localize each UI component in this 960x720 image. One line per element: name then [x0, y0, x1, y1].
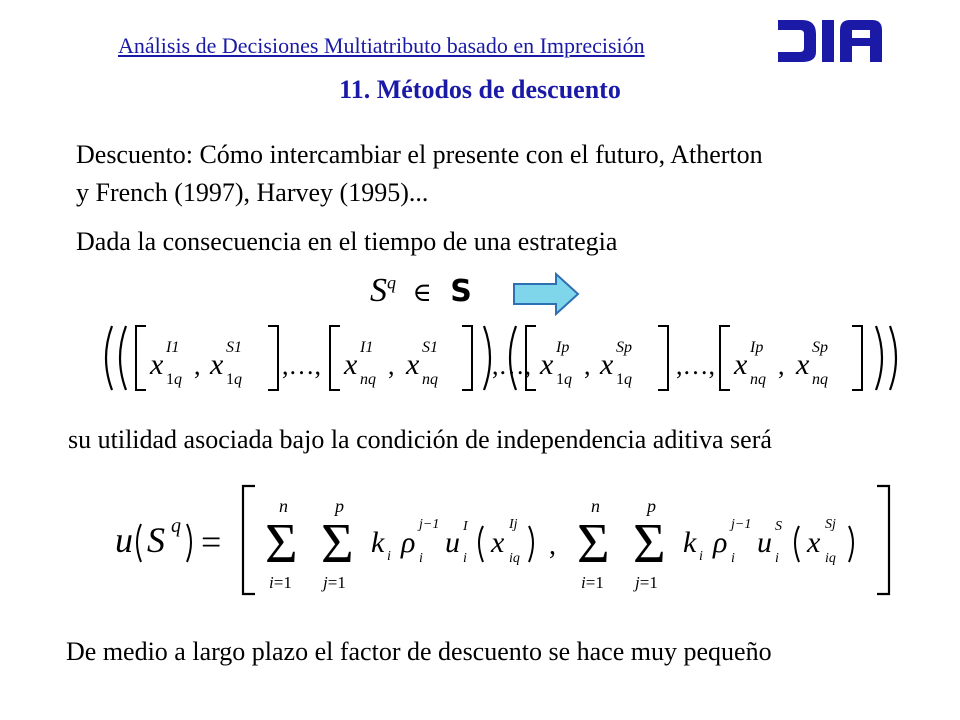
- svg-text:x: x: [210, 348, 224, 381]
- description-line-1: Descuento: Cómo intercambiar el presente con el futuro, Atherton: [76, 140, 763, 169]
- element-of-symbol: ∈: [412, 278, 432, 307]
- svg-text:x: x: [734, 348, 748, 381]
- svg-text:Sj: Sj: [825, 517, 836, 532]
- svg-text:j−1: j−1: [731, 517, 752, 532]
- svg-text:k: k: [683, 526, 697, 559]
- svg-text:,…,: ,…,: [676, 351, 715, 380]
- arrow-right-icon: [512, 272, 580, 316]
- svg-text:Ip: Ip: [750, 339, 764, 356]
- strategy-symbol: S: [370, 272, 387, 309]
- svg-text:1q: 1q: [226, 371, 242, 388]
- svg-text:I1: I1: [166, 339, 180, 356]
- utility-intro-text: su utilidad asociada bajo la condición de independencia aditiva será: [68, 425, 772, 454]
- svg-text:n: n: [279, 496, 288, 516]
- svg-text:x: x: [807, 526, 821, 559]
- svg-text:S1: S1: [422, 339, 438, 356]
- strategy-set-symbol: S: [450, 274, 472, 309]
- svg-text:Σ: Σ: [265, 513, 298, 575]
- svg-text:Σ: Σ: [633, 513, 666, 575]
- strategy-intro-text: Dada la consecuencia en el tiempo de una estrategia: [76, 227, 618, 256]
- consequence-tuple-formula: [100, 318, 900, 398]
- svg-text:,: ,: [584, 351, 591, 380]
- svg-text:i: i: [463, 551, 467, 566]
- svg-text:,…,: ,…,: [282, 351, 321, 380]
- svg-text:1q: 1q: [556, 371, 572, 388]
- svg-text:i: i: [775, 551, 779, 566]
- svg-text:,: ,: [778, 351, 785, 380]
- svg-text:i=1: i=1: [269, 573, 292, 592]
- svg-text:1q: 1q: [616, 371, 632, 388]
- svg-text:i: i: [387, 549, 391, 564]
- svg-text:1q: 1q: [166, 371, 182, 388]
- svg-text:Σ: Σ: [321, 513, 354, 575]
- svg-text:S: S: [147, 520, 165, 560]
- svg-text:Sp: Sp: [812, 339, 828, 356]
- svg-text:i=1: i=1: [581, 573, 604, 592]
- svg-text:x: x: [491, 526, 505, 559]
- svg-text:x: x: [344, 348, 358, 381]
- description-line-2: y French (1997), Harvey (1995)...: [76, 178, 429, 207]
- svg-text:,: ,: [549, 530, 556, 561]
- svg-text:nq: nq: [750, 371, 766, 388]
- utility-formula: [115, 480, 905, 600]
- svg-text:x: x: [150, 348, 164, 381]
- svg-text:x: x: [406, 348, 420, 381]
- dia-logo: [776, 16, 886, 66]
- svg-text:I1: I1: [360, 339, 374, 356]
- svg-text:S: S: [775, 519, 782, 534]
- slide-title: 11. Métodos de descuento: [339, 75, 621, 104]
- svg-text:u: u: [115, 520, 133, 560]
- svg-text:=: =: [201, 522, 222, 562]
- svg-text:nq: nq: [422, 371, 438, 388]
- svg-text:j−1: j−1: [419, 517, 440, 532]
- strategy-superscript: q: [387, 272, 396, 293]
- svg-text:I: I: [463, 519, 468, 534]
- svg-text:nq: nq: [812, 371, 828, 388]
- svg-text:,…,: ,…,: [492, 351, 531, 380]
- svg-text:k: k: [371, 526, 385, 559]
- svg-text:Σ: Σ: [577, 513, 610, 575]
- svg-text:Ij: Ij: [509, 517, 518, 532]
- svg-text:j=1: j=1: [635, 573, 658, 592]
- course-title-link[interactable]: Análisis de Decisiones Multiatributo basado en Imprecisión: [118, 33, 645, 58]
- svg-text:u: u: [757, 526, 772, 559]
- svg-text:nq: nq: [360, 371, 376, 388]
- svg-text:p: p: [335, 496, 344, 516]
- svg-text:ρ: ρ: [713, 526, 728, 559]
- svg-text:,: ,: [194, 351, 201, 380]
- svg-text:iq: iq: [825, 551, 836, 566]
- svg-text:i: i: [731, 551, 735, 566]
- svg-text:i: i: [699, 549, 703, 564]
- svg-text:x: x: [600, 348, 614, 381]
- svg-text:x: x: [796, 348, 810, 381]
- svg-text:n: n: [591, 496, 600, 516]
- strategy-membership-formula: [370, 272, 472, 318]
- svg-text:iq: iq: [509, 551, 520, 566]
- svg-text:u: u: [445, 526, 460, 559]
- svg-text:p: p: [647, 496, 656, 516]
- discount-conclusion-text: De medio a largo plazo el factor de descuento se hace muy pequeño: [66, 637, 772, 666]
- svg-text:Sp: Sp: [616, 339, 632, 356]
- svg-text:i: i: [419, 551, 423, 566]
- svg-text:,: ,: [388, 351, 395, 380]
- svg-text:q: q: [171, 515, 181, 537]
- svg-text:j=1: j=1: [323, 573, 346, 592]
- svg-text:ρ: ρ: [401, 526, 416, 559]
- svg-text:S1: S1: [226, 339, 242, 356]
- svg-text:x: x: [540, 348, 554, 381]
- svg-text:Ip: Ip: [556, 339, 570, 356]
